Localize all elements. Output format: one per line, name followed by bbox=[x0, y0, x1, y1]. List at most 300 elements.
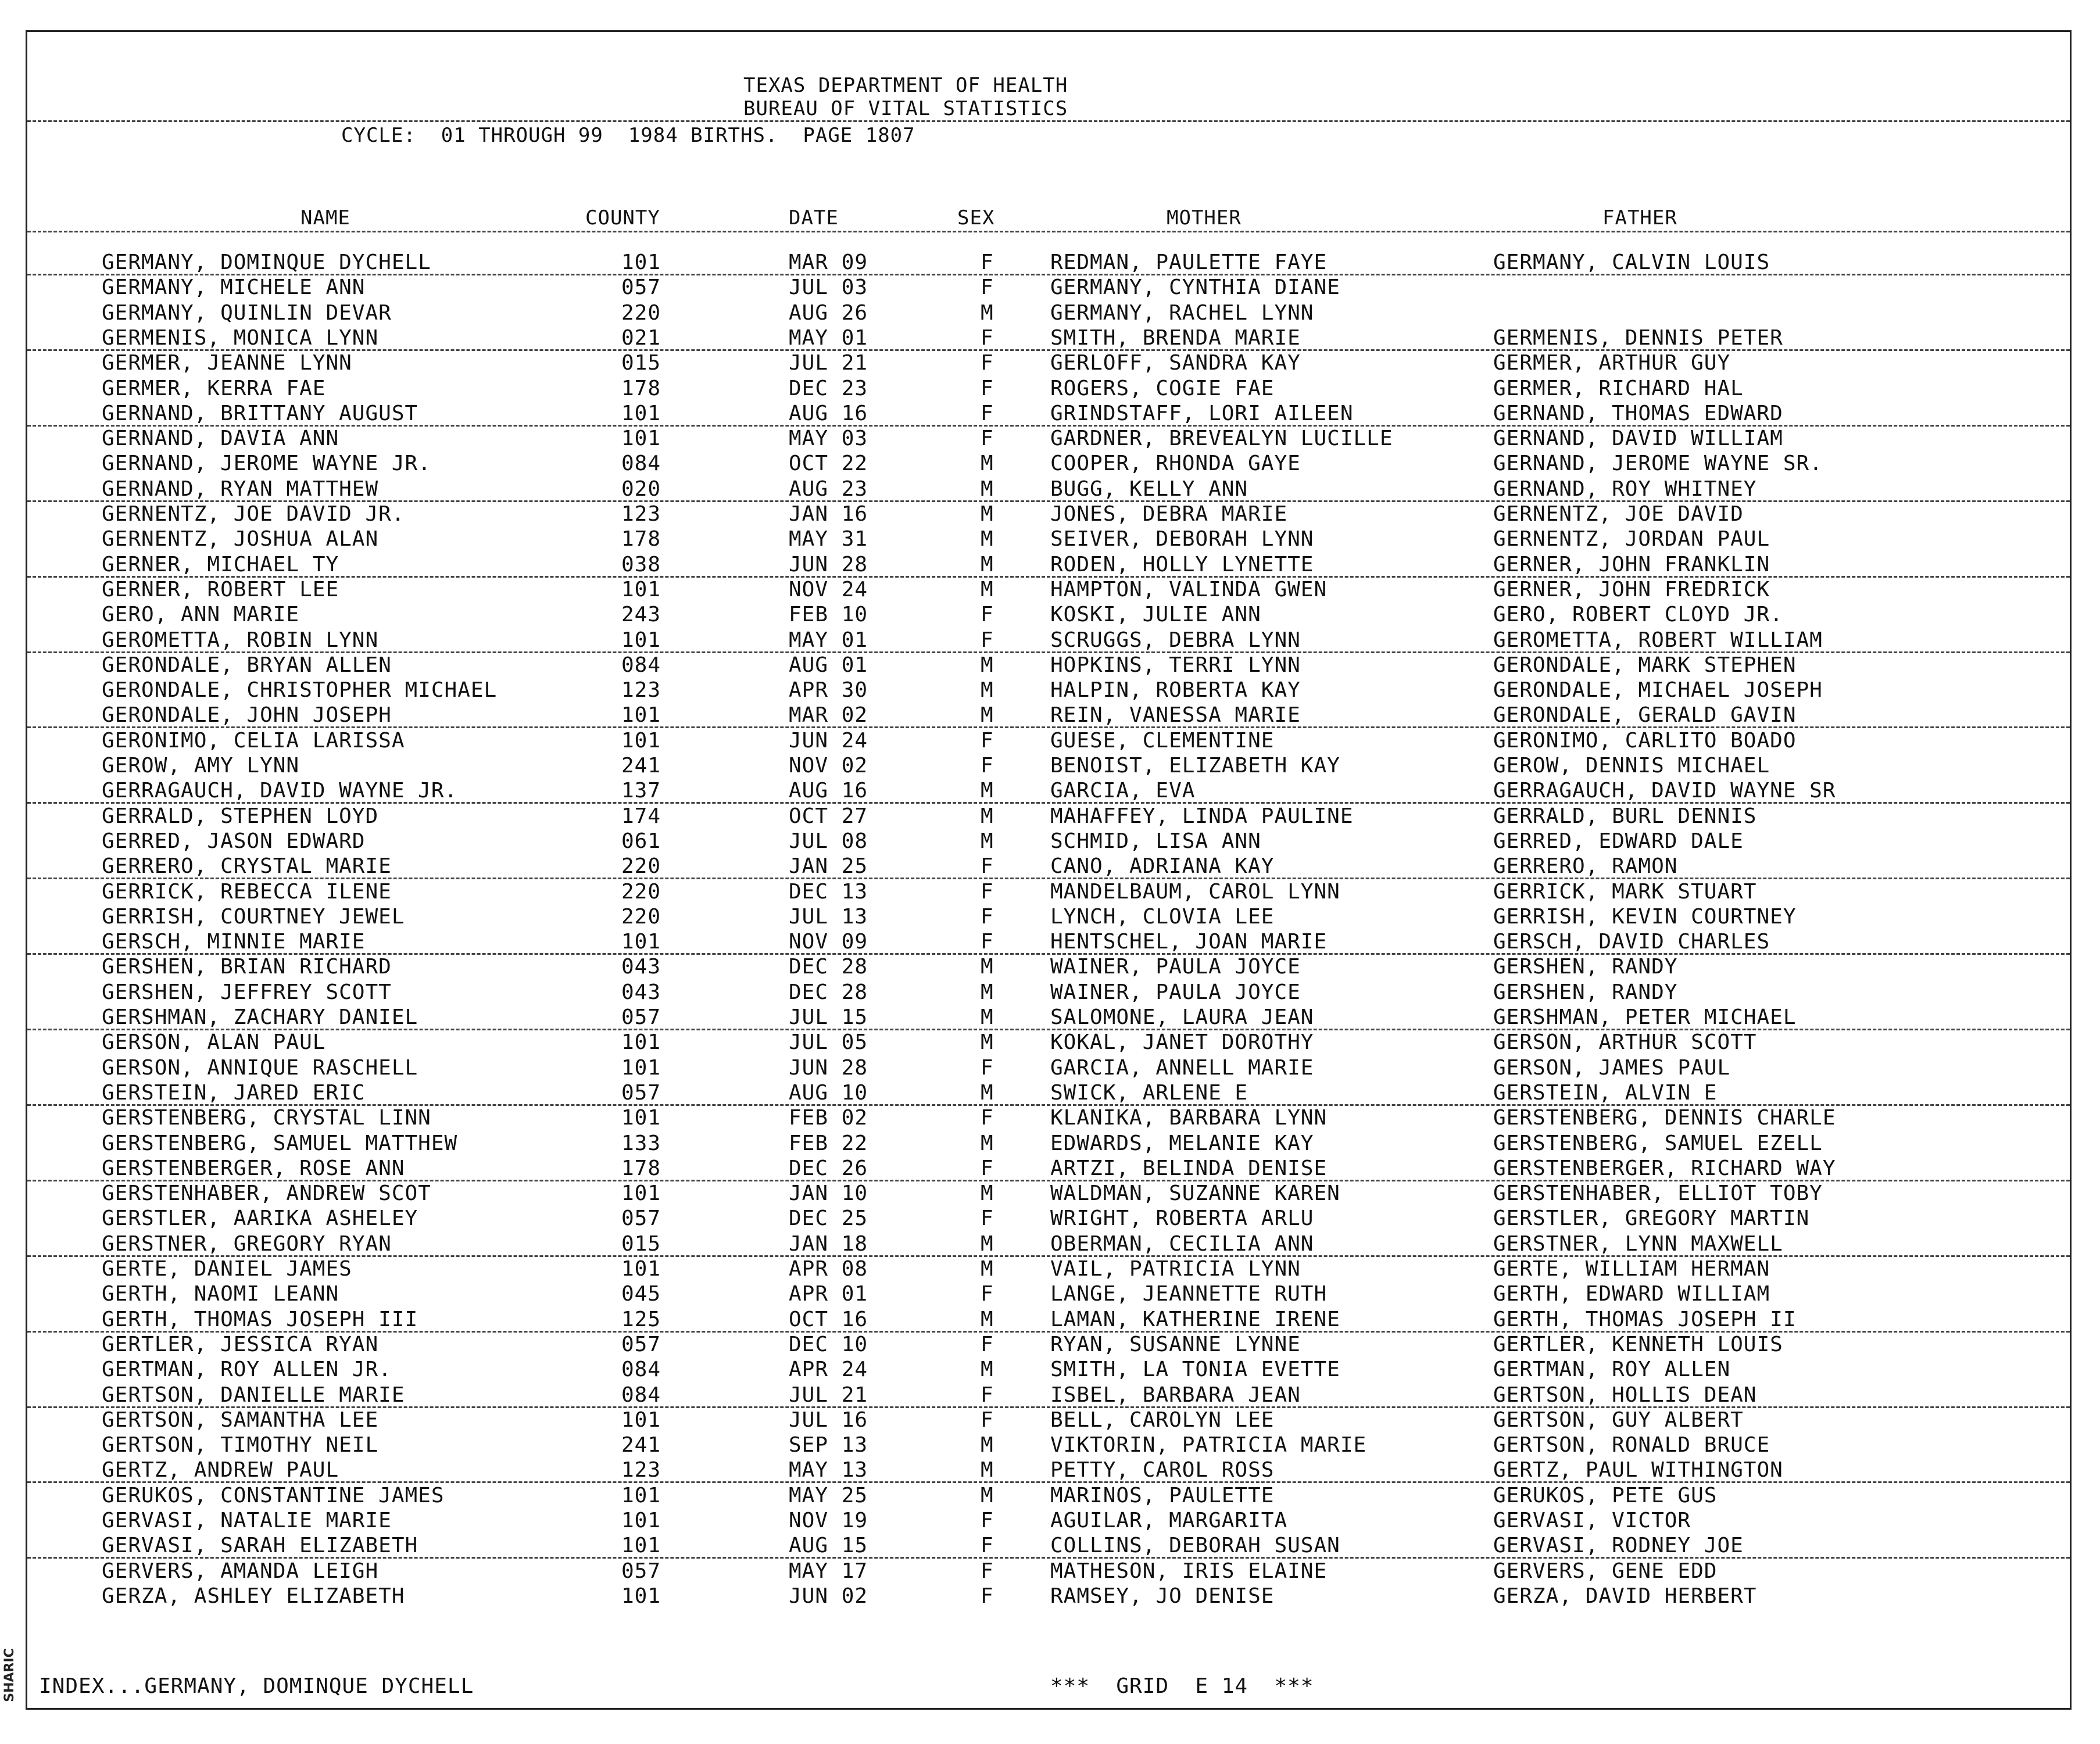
table-row bbox=[27, 1282, 2070, 1307]
cell-date: FEB 02 bbox=[789, 1106, 868, 1130]
cell-mother: CANO, ADRIANA KAY bbox=[1050, 854, 1275, 879]
cell-county: 057 bbox=[621, 1005, 661, 1029]
cell-sex: F bbox=[981, 1584, 994, 1608]
cell-father: GERTSON, RONALD BRUCE bbox=[1493, 1433, 1770, 1457]
cell-county: 057 bbox=[621, 275, 661, 300]
cell-name: GERMANY, MICHELE ANN bbox=[102, 275, 366, 300]
table-row bbox=[27, 1308, 2070, 1333]
cell-county: 101 bbox=[621, 1106, 661, 1130]
cell-date: NOV 24 bbox=[789, 577, 868, 601]
table-row bbox=[27, 427, 2070, 452]
cell-mother: MANDELBAUM, CAROL LYNN bbox=[1050, 879, 1340, 904]
cell-sex: F bbox=[981, 1156, 994, 1180]
cell-date: JUL 21 bbox=[789, 1383, 868, 1407]
table-row bbox=[27, 1106, 2070, 1131]
cell-date: MAY 25 bbox=[789, 1483, 868, 1507]
cell-mother: HENTSCHEL, JOAN MARIE bbox=[1050, 930, 1328, 954]
cell-mother: RAMSEY, JO DENISE bbox=[1050, 1584, 1275, 1608]
cell-father: GERNAND, ROY WHITNEY bbox=[1493, 477, 1757, 501]
cell-sex: F bbox=[981, 401, 994, 425]
cell-name: GERSTENBERG, CRYSTAL LINN bbox=[102, 1106, 431, 1130]
table-row bbox=[27, 1358, 2070, 1383]
cell-county: 178 bbox=[621, 376, 661, 400]
cell-father: GERVASI, RODNEY JOE bbox=[1493, 1534, 1744, 1558]
cell-father: GERSON, JAMES PAUL bbox=[1493, 1055, 1731, 1080]
cell-sex: M bbox=[981, 477, 994, 501]
cell-father: GERNAND, THOMAS EDWARD bbox=[1493, 401, 1783, 425]
cell-date: MAY 01 bbox=[789, 325, 868, 350]
table-row bbox=[27, 930, 2070, 955]
table-row bbox=[27, 1584, 2070, 1609]
cell-county: 178 bbox=[621, 1156, 661, 1180]
table-row bbox=[27, 628, 2070, 653]
cell-mother: GRINDSTAFF, LORI AILEEN bbox=[1050, 401, 1354, 425]
table-row bbox=[27, 1131, 2070, 1156]
cell-date: DEC 10 bbox=[789, 1332, 868, 1356]
cell-date: JUL 21 bbox=[789, 351, 868, 375]
cell-county: 057 bbox=[621, 1559, 661, 1583]
cell-mother: BUGG, KELLY ANN bbox=[1050, 477, 1248, 501]
table-row bbox=[27, 1559, 2070, 1584]
cell-father: GERTLER, KENNETH LOUIS bbox=[1493, 1332, 1783, 1356]
cell-father: GERSHMAN, PETER MICHAEL bbox=[1493, 1005, 1797, 1029]
cell-date: JUN 28 bbox=[789, 552, 868, 576]
cell-name: GERRAGAUCH, DAVID WAYNE JR. bbox=[102, 779, 458, 803]
cell-mother: HOPKINS, TERRI LYNN bbox=[1050, 653, 1301, 677]
cell-father: GERSON, ARTHUR SCOTT bbox=[1493, 1030, 1757, 1055]
cell-father: GERUKOS, PETE GUS bbox=[1493, 1483, 1718, 1507]
cell-name: GEROW, AMY LYNN bbox=[102, 754, 300, 778]
cell-mother: COLLINS, DEBORAH SUSAN bbox=[1050, 1534, 1340, 1558]
cell-date: DEC 13 bbox=[789, 879, 868, 904]
cell-county: 015 bbox=[621, 1231, 661, 1256]
cell-county: 015 bbox=[621, 351, 661, 375]
cell-mother: KOKAL, JANET DOROTHY bbox=[1050, 1030, 1314, 1055]
cell-name: GERTLER, JESSICA RYAN bbox=[102, 1332, 379, 1356]
cell-county: 137 bbox=[621, 779, 661, 803]
cell-date: JUL 03 bbox=[789, 275, 868, 300]
cell-sex: F bbox=[981, 628, 994, 652]
cell-name: GERONDALE, JOHN JOSEPH bbox=[102, 703, 392, 728]
table-row bbox=[27, 1030, 2070, 1055]
table-row bbox=[27, 402, 2070, 427]
cell-father: GERNENTZ, JORDAN PAUL bbox=[1493, 527, 1770, 552]
cell-county: 123 bbox=[621, 678, 661, 703]
cell-mother: GERMANY, CYNTHIA DIANE bbox=[1050, 275, 1340, 300]
table-row bbox=[27, 1257, 2070, 1282]
cell-sex: M bbox=[981, 779, 994, 803]
header-subtitle: BUREAU OF VITAL STATISTICS bbox=[743, 97, 1068, 120]
cell-sex: F bbox=[981, 1206, 994, 1231]
cell-county: 101 bbox=[621, 930, 661, 954]
cell-county: 243 bbox=[621, 603, 661, 627]
cell-mother: GARDNER, BREVEALYN LUCILLE bbox=[1050, 427, 1393, 451]
table-row bbox=[27, 301, 2070, 326]
cell-father: GERSTEIN, ALVIN E bbox=[1493, 1080, 1718, 1105]
cell-sex: F bbox=[981, 1383, 994, 1407]
cell-mother: MARINOS, PAULETTE bbox=[1050, 1483, 1275, 1507]
cell-father: GERNER, JOHN FRANKLIN bbox=[1493, 552, 1770, 576]
cell-date: FEB 22 bbox=[789, 1131, 868, 1155]
cell-county: 133 bbox=[621, 1131, 661, 1155]
table-row bbox=[27, 1005, 2070, 1030]
col-date-header: DATE bbox=[789, 206, 839, 230]
cell-mother: OBERMAN, CECILIA ANN bbox=[1050, 1231, 1314, 1256]
cell-county: 043 bbox=[621, 980, 661, 1004]
cell-name: GERSHMAN, ZACHARY DANIEL bbox=[102, 1005, 418, 1029]
cell-name: GEROMETTA, ROBIN LYNN bbox=[102, 628, 379, 652]
table-row bbox=[27, 754, 2070, 779]
cell-mother: HAMPTON, VALINDA GWEN bbox=[1050, 577, 1328, 601]
cell-father: GEROW, DENNIS MICHAEL bbox=[1493, 754, 1770, 778]
table-row bbox=[27, 377, 2070, 402]
cell-county: 123 bbox=[621, 1458, 661, 1482]
cell-sex: F bbox=[981, 1509, 994, 1532]
cell-sex: F bbox=[981, 351, 994, 375]
cell-name: GERONIMO, CELIA LARISSA bbox=[102, 728, 405, 753]
table-row bbox=[27, 1206, 2070, 1231]
table-row bbox=[27, 1458, 2070, 1483]
cell-date: MAY 17 bbox=[789, 1559, 868, 1583]
cell-date: JUN 02 bbox=[789, 1584, 868, 1608]
cell-date: AUG 26 bbox=[789, 300, 868, 325]
cell-date: APR 01 bbox=[789, 1282, 868, 1306]
cell-sex: F bbox=[981, 904, 994, 929]
cell-sex: M bbox=[981, 653, 994, 677]
cell-name: GERTSON, SAMANTHA LEE bbox=[102, 1408, 379, 1432]
header-divider bbox=[27, 120, 2070, 122]
cell-mother: HALPIN, ROBERTA KAY bbox=[1050, 678, 1301, 703]
cell-sex: M bbox=[981, 1005, 994, 1029]
cell-sex: F bbox=[981, 1534, 994, 1558]
cell-name: GERVASI, SARAH ELIZABETH bbox=[102, 1534, 418, 1558]
cell-father: GERTZ, PAUL WITHINGTON bbox=[1493, 1458, 1783, 1482]
cell-county: 178 bbox=[621, 527, 661, 552]
table-row bbox=[27, 1181, 2070, 1206]
cell-sex: M bbox=[981, 1131, 994, 1155]
cell-name: GERMANY, DOMINQUE DYCHELL bbox=[102, 250, 431, 274]
cell-date: MAY 31 bbox=[789, 527, 868, 552]
cell-sex: F bbox=[981, 250, 994, 274]
cell-county: 101 bbox=[621, 1181, 661, 1206]
cell-mother: SCHMID, LISA ANN bbox=[1050, 829, 1261, 853]
table-row bbox=[27, 678, 2070, 703]
cell-date: FEB 10 bbox=[789, 603, 868, 627]
cell-mother: WRIGHT, ROBERTA ARLU bbox=[1050, 1206, 1314, 1231]
cell-sex: F bbox=[981, 1408, 994, 1432]
cell-mother: LAMAN, KATHERINE IRENE bbox=[1050, 1307, 1340, 1331]
cell-sex: M bbox=[981, 1458, 994, 1482]
cell-father: GERZA, DAVID HERBERT bbox=[1493, 1584, 1757, 1608]
cell-mother: REIN, VANESSA MARIE bbox=[1050, 703, 1301, 728]
cell-sex: M bbox=[981, 678, 994, 703]
cell-name: GERTMAN, ROY ALLEN JR. bbox=[102, 1358, 392, 1382]
table-row bbox=[27, 1484, 2070, 1509]
cell-mother: WAINER, PAULA JOYCE bbox=[1050, 980, 1301, 1004]
table-row bbox=[27, 729, 2070, 754]
col-sex-header: SEX bbox=[957, 206, 995, 230]
cell-mother: SALOMONE, LAURA JEAN bbox=[1050, 1005, 1314, 1029]
cell-county: 101 bbox=[621, 250, 661, 274]
cell-name: GERSTENBERG, SAMUEL MATTHEW bbox=[102, 1131, 458, 1155]
cell-name: GERMER, JEANNE LYNN bbox=[102, 351, 352, 375]
cell-date: JUL 08 bbox=[789, 829, 868, 853]
cell-date: JAN 18 bbox=[789, 1231, 868, 1256]
cell-county: 101 bbox=[621, 577, 661, 601]
cell-father: GERVERS, GENE EDD bbox=[1493, 1559, 1718, 1583]
cell-mother: GUESE, CLEMENTINE bbox=[1050, 728, 1275, 753]
col-name-header: NAME bbox=[300, 206, 350, 230]
side-tag bbox=[0, 1640, 26, 1710]
cell-father: GERSHEN, RANDY bbox=[1493, 980, 1678, 1004]
cell-father: GERMANY, CALVIN LOUIS bbox=[1493, 250, 1770, 274]
cell-county: 020 bbox=[621, 477, 661, 501]
cell-mother: SWICK, ARLENE E bbox=[1050, 1080, 1248, 1105]
cell-name: GERRALD, STEPHEN LOYD bbox=[102, 804, 379, 828]
cell-name: GERVASI, NATALIE MARIE bbox=[102, 1509, 392, 1532]
cell-county: 101 bbox=[621, 1055, 661, 1080]
cell-sex: F bbox=[981, 603, 994, 627]
cell-date: OCT 22 bbox=[789, 452, 868, 476]
cell-county: 084 bbox=[621, 1383, 661, 1407]
cell-name: GERMER, KERRA FAE bbox=[102, 376, 326, 400]
cell-name: GERNER, MICHAEL TY bbox=[102, 552, 339, 576]
cell-mother: RYAN, SUSANNE LYNNE bbox=[1050, 1332, 1301, 1356]
cell-name: GERRISH, COURTNEY JEWEL bbox=[102, 904, 405, 929]
cell-sex: M bbox=[981, 1483, 994, 1507]
cell-sex: F bbox=[981, 1559, 994, 1583]
cell-name: GERSON, ANNIQUE RASCHELL bbox=[102, 1055, 418, 1080]
cell-county: 220 bbox=[621, 854, 661, 879]
cell-father: GERTE, WILLIAM HERMAN bbox=[1493, 1257, 1770, 1281]
cell-date: AUG 15 bbox=[789, 1534, 868, 1558]
cell-sex: M bbox=[981, 1030, 994, 1055]
cell-sex: M bbox=[981, 955, 994, 979]
cell-county: 101 bbox=[621, 401, 661, 425]
cell-date: JAN 25 bbox=[789, 854, 868, 879]
table-row bbox=[27, 1156, 2070, 1181]
table-row bbox=[27, 553, 2070, 578]
col-county-header: COUNTY bbox=[585, 206, 660, 230]
cell-sex: M bbox=[981, 502, 994, 526]
grid-footer: *** GRID E 14 *** bbox=[1050, 1674, 1314, 1698]
table-row bbox=[27, 578, 2070, 603]
cell-father: GERONDALE, MICHAEL JOSEPH bbox=[1493, 678, 1823, 703]
cell-county: 101 bbox=[621, 1509, 661, 1532]
cell-name: GERMENIS, MONICA LYNN bbox=[102, 325, 379, 350]
cell-name: GERTSON, TIMOTHY NEIL bbox=[102, 1433, 379, 1457]
table-row bbox=[27, 1408, 2070, 1433]
cell-name: GERSON, ALAN PAUL bbox=[102, 1030, 326, 1055]
cell-father: GERSTENBERG, DENNIS CHARLE bbox=[1493, 1106, 1836, 1130]
table-row bbox=[27, 703, 2070, 728]
cell-mother: AGUILAR, MARGARITA bbox=[1050, 1509, 1288, 1532]
table-row bbox=[27, 1383, 2070, 1408]
cell-name: GERSTNER, GREGORY RYAN bbox=[102, 1231, 392, 1256]
cell-county: 021 bbox=[621, 325, 661, 350]
cell-county: 038 bbox=[621, 552, 661, 576]
table-row bbox=[27, 779, 2070, 804]
table-row bbox=[27, 955, 2070, 980]
cell-mother: BENOIST, ELIZABETH KAY bbox=[1050, 754, 1340, 778]
cell-date: APR 30 bbox=[789, 678, 868, 703]
cell-date: JUL 05 bbox=[789, 1030, 868, 1055]
table-row bbox=[27, 250, 2070, 275]
document-frame bbox=[26, 30, 2072, 1710]
cell-sex: M bbox=[981, 1231, 994, 1256]
cell-date: MAY 13 bbox=[789, 1458, 868, 1482]
cell-father: GERONDALE, GERALD GAVIN bbox=[1493, 703, 1797, 728]
cell-county: 220 bbox=[621, 904, 661, 929]
cell-name: GERTE, DANIEL JAMES bbox=[102, 1257, 352, 1281]
cell-county: 043 bbox=[621, 955, 661, 979]
cell-sex: M bbox=[981, 980, 994, 1004]
cell-sex: M bbox=[981, 1433, 994, 1457]
cell-father: GERTH, EDWARD WILLIAM bbox=[1493, 1282, 1770, 1306]
table-row bbox=[27, 980, 2070, 1005]
cell-father: GERSHEN, RANDY bbox=[1493, 955, 1678, 979]
cell-mother: GARCIA, ANNELL MARIE bbox=[1050, 1055, 1314, 1080]
cell-date: JUN 28 bbox=[789, 1055, 868, 1080]
cell-mother: EDWARDS, MELANIE KAY bbox=[1050, 1131, 1314, 1155]
cell-sex: F bbox=[981, 427, 994, 451]
cell-date: DEC 23 bbox=[789, 376, 868, 400]
cell-name: GERNER, ROBERT LEE bbox=[102, 577, 339, 601]
cell-sex: M bbox=[981, 1080, 994, 1105]
cell-name: GERNAND, DAVIA ANN bbox=[102, 427, 339, 451]
cell-father: GERSTLER, GREGORY MARTIN bbox=[1493, 1206, 1810, 1231]
cell-name: GERSTEIN, JARED ERIC bbox=[102, 1080, 366, 1105]
cell-father: GERTSON, GUY ALBERT bbox=[1493, 1408, 1744, 1432]
cell-county: 057 bbox=[621, 1080, 661, 1105]
col-father-header: FATHER bbox=[1602, 206, 1677, 230]
cell-county: 084 bbox=[621, 653, 661, 677]
cell-mother: VAIL, PATRICIA LYNN bbox=[1050, 1257, 1301, 1281]
table-row bbox=[27, 603, 2070, 628]
cell-sex: F bbox=[981, 1055, 994, 1080]
cell-mother: PETTY, CAROL ROSS bbox=[1050, 1458, 1275, 1482]
cell-sex: F bbox=[981, 325, 994, 350]
cell-mother: WALDMAN, SUZANNE KAREN bbox=[1050, 1181, 1340, 1206]
cell-name: GERRERO, CRYSTAL MARIE bbox=[102, 854, 392, 879]
cell-date: NOV 02 bbox=[789, 754, 868, 778]
cell-date: MAY 03 bbox=[789, 427, 868, 451]
cell-county: 061 bbox=[621, 829, 661, 853]
cell-father: GERNER, JOHN FREDRICK bbox=[1493, 577, 1770, 601]
cell-mother: LYNCH, CLOVIA LEE bbox=[1050, 904, 1275, 929]
cell-mother: LANGE, JEANNETTE RUTH bbox=[1050, 1282, 1328, 1306]
cell-sex: M bbox=[981, 552, 994, 576]
cell-father: GERTMAN, ROY ALLEN bbox=[1493, 1358, 1731, 1382]
cell-date: JAN 16 bbox=[789, 502, 868, 526]
cell-sex: M bbox=[981, 1358, 994, 1382]
cell-county: 125 bbox=[621, 1307, 661, 1331]
cell-name: GERO, ANN MARIE bbox=[102, 603, 300, 627]
cell-date: JUL 16 bbox=[789, 1408, 868, 1432]
cell-date: AUG 16 bbox=[789, 779, 868, 803]
cell-father: GERNAND, JEROME WAYNE SR. bbox=[1493, 452, 1823, 476]
cell-father: GERMER, ARTHUR GUY bbox=[1493, 351, 1731, 375]
cell-sex: F bbox=[981, 376, 994, 400]
cell-sex: F bbox=[981, 1282, 994, 1306]
cell-date: OCT 16 bbox=[789, 1307, 868, 1331]
cell-father: GERNENTZ, JOE DAVID bbox=[1493, 502, 1744, 526]
cell-sex: M bbox=[981, 829, 994, 853]
cell-name: GERSHEN, BRIAN RICHARD bbox=[102, 955, 392, 979]
cell-mother: KLANIKA, BARBARA LYNN bbox=[1050, 1106, 1328, 1130]
cell-mother: BELL, CAROLYN LEE bbox=[1050, 1408, 1275, 1432]
cell-county: 045 bbox=[621, 1282, 661, 1306]
col-mother-header: MOTHER bbox=[1167, 206, 1242, 230]
cell-county: 123 bbox=[621, 502, 661, 526]
cell-name: GERNENTZ, JOSHUA ALAN bbox=[102, 527, 379, 552]
cell-sex: F bbox=[981, 754, 994, 778]
cell-mother: GARCIA, EVA bbox=[1050, 779, 1196, 803]
cell-father: GERMENIS, DENNIS PETER bbox=[1493, 325, 1783, 350]
cell-name: GERRED, JASON EDWARD bbox=[102, 829, 366, 853]
cell-father: GERSTNER, LYNN MAXWELL bbox=[1493, 1231, 1783, 1256]
cell-mother: SMITH, LA TONIA EVETTE bbox=[1050, 1358, 1340, 1382]
cell-mother: ISBEL, BARBARA JEAN bbox=[1050, 1383, 1301, 1407]
cell-name: GERNAND, BRITTANY AUGUST bbox=[102, 401, 418, 425]
cell-date: NOV 19 bbox=[789, 1509, 868, 1532]
cell-date: APR 24 bbox=[789, 1358, 868, 1382]
table-row bbox=[27, 351, 2070, 376]
cell-sex: F bbox=[981, 1106, 994, 1130]
cell-county: 101 bbox=[621, 1584, 661, 1608]
cell-sex: F bbox=[981, 854, 994, 879]
header-title: TEXAS DEPARTMENT OF HEALTH bbox=[743, 74, 1068, 97]
cell-sex: F bbox=[981, 879, 994, 904]
table-row bbox=[27, 1433, 2070, 1458]
cell-county: 101 bbox=[621, 1483, 661, 1507]
cycle-line: CYCLE: 01 THROUGH 99 1984 BIRTHS. PAGE 1807 bbox=[341, 124, 915, 147]
cell-sex: M bbox=[981, 804, 994, 828]
table-row bbox=[27, 1056, 2070, 1081]
cell-sex: F bbox=[981, 728, 994, 753]
table-row bbox=[27, 854, 2070, 879]
cell-date: MAR 02 bbox=[789, 703, 868, 728]
cell-date: OCT 27 bbox=[789, 804, 868, 828]
cell-name: GERSCH, MINNIE MARIE bbox=[102, 930, 366, 954]
side-tag-text: SHARIC bbox=[2, 1648, 17, 1702]
cell-date: JUL 15 bbox=[789, 1005, 868, 1029]
cell-name: GERZA, ASHLEY ELIZABETH bbox=[102, 1584, 405, 1608]
cell-date: AUG 01 bbox=[789, 653, 868, 677]
cell-date: MAY 01 bbox=[789, 628, 868, 652]
cell-date: DEC 28 bbox=[789, 980, 868, 1004]
cell-county: 084 bbox=[621, 452, 661, 476]
cell-sex: M bbox=[981, 1257, 994, 1281]
cell-name: GERTH, THOMAS JOSEPH III bbox=[102, 1307, 418, 1331]
table-row bbox=[27, 502, 2070, 527]
cell-date: APR 08 bbox=[789, 1257, 868, 1281]
table-row bbox=[27, 326, 2070, 351]
cell-date: DEC 26 bbox=[789, 1156, 868, 1180]
cell-father: GEROMETTA, ROBERT WILLIAM bbox=[1493, 628, 1823, 652]
cell-father: GERTSON, HOLLIS DEAN bbox=[1493, 1383, 1757, 1407]
cell-date: JAN 10 bbox=[789, 1181, 868, 1206]
cell-date: AUG 23 bbox=[789, 477, 868, 501]
cell-county: 084 bbox=[621, 1358, 661, 1382]
cell-mother: GERMANY, RACHEL LYNN bbox=[1050, 300, 1314, 325]
cell-county: 101 bbox=[621, 1408, 661, 1432]
cell-father: GERONIMO, CARLITO BOADO bbox=[1493, 728, 1797, 753]
cell-father: GERSCH, DAVID CHARLES bbox=[1493, 930, 1770, 954]
cell-sex: F bbox=[981, 1332, 994, 1356]
cell-mother: VIKTORIN, PATRICIA MARIE bbox=[1050, 1433, 1367, 1457]
table-row bbox=[27, 653, 2070, 678]
